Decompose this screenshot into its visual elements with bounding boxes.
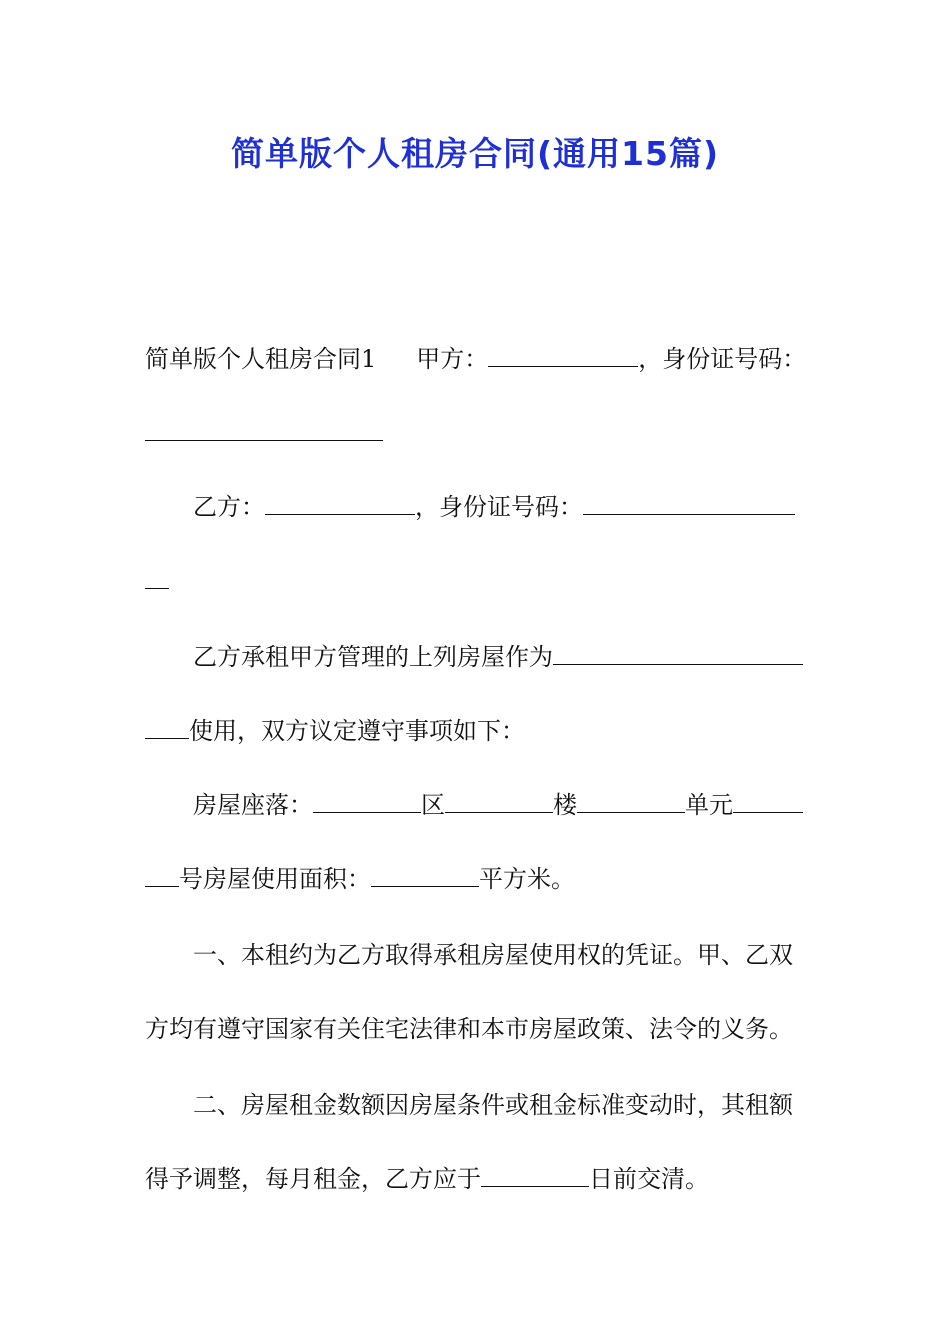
area-label: 号房屋使用面积： <box>179 865 371 893</box>
rent-payment-suffix: 日前交清。 <box>589 1165 709 1193</box>
use-purpose-text: 乙方承租甲方管理的上列房屋作为 <box>193 643 553 671</box>
clause-2-line-2 <box>145 1164 709 1194</box>
clause-1-line-1: 一、本租约为乙方取得承租房屋使用权的凭证。甲、乙双 <box>193 941 793 969</box>
party-a-label: 甲方： <box>416 345 489 373</box>
unit-blank <box>577 790 685 813</box>
party-b-label: 乙方： <box>193 493 265 521</box>
area-blank <box>371 864 479 887</box>
rent-day-blank <box>481 1164 589 1187</box>
party-a-id-line <box>145 418 383 448</box>
party-b-id-label: ，身份证号码： <box>415 493 583 521</box>
area-unit: 平方米。 <box>479 865 575 893</box>
contract-heading: 简单版个人租房合同1 <box>145 345 377 373</box>
document-title: 简单版个人租房合同(通用15篇) <box>230 134 720 173</box>
location-label: 房屋座落： <box>193 791 313 819</box>
party-b-line <box>193 492 795 522</box>
party-a-name-blank <box>488 344 638 367</box>
building-blank <box>445 790 553 813</box>
party-a-id-label: ，身份证号码： <box>638 345 807 373</box>
use-purpose-blank-end <box>145 716 189 739</box>
party-b-name-blank <box>265 492 415 515</box>
use-agreement-text: 使用，双方议定遵守事项如下： <box>189 717 525 745</box>
party-b-id-blank-end <box>145 566 169 589</box>
area-line <box>145 864 575 894</box>
unit-label: 单元 <box>685 791 733 819</box>
party-a-line <box>145 344 806 374</box>
rent-payment-text: 得予调整，每月租金，乙方应于 <box>145 1165 481 1193</box>
use-purpose-blank <box>553 642 803 665</box>
use-purpose-line-2 <box>145 716 525 746</box>
party-a-id-blank <box>145 418 383 441</box>
district-label: 区 <box>421 791 445 819</box>
building-label: 楼 <box>553 791 577 819</box>
party-b-id-blank <box>583 492 795 515</box>
location-line <box>193 790 803 820</box>
clause-2-line-1: 二、房屋租金数额因房屋条件或租金标准变动时，其租额 <box>193 1091 793 1119</box>
clause-1-line-2: 方均有遵守国家有关住宅法律和本市房屋政策、法令的义务。 <box>145 1015 793 1043</box>
room-number-blank <box>733 790 803 813</box>
party-b-id-continued <box>145 566 169 596</box>
room-number-blank-end <box>145 864 179 887</box>
district-blank <box>313 790 421 813</box>
use-purpose-line <box>193 642 803 672</box>
